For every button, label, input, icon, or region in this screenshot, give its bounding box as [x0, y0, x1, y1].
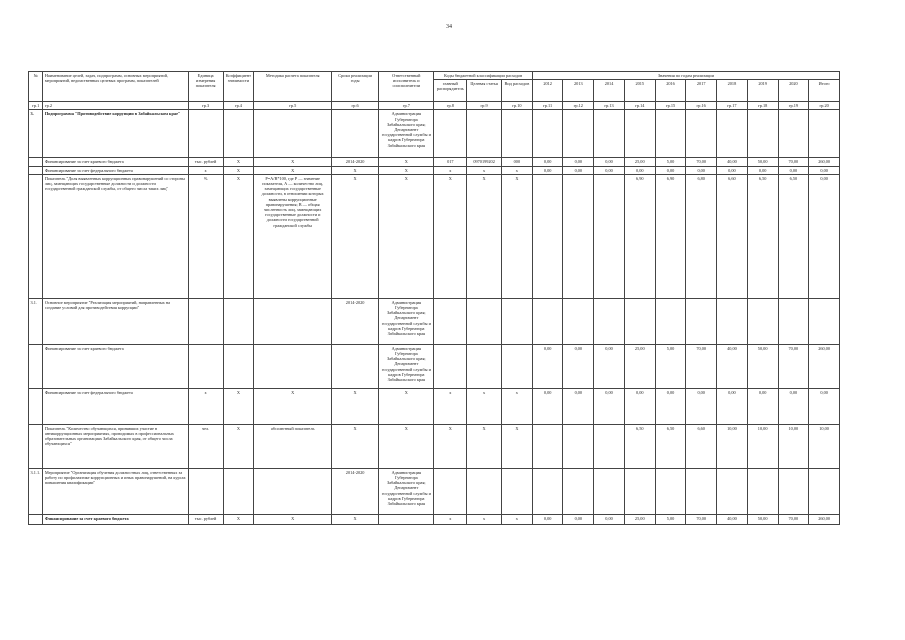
col-num: гр.9 [467, 102, 502, 110]
header-values: Значения по годам реализации [532, 72, 839, 80]
row-code: Х [434, 174, 467, 298]
value-cell: 10,00 [717, 424, 748, 468]
row-exec: Х [379, 424, 434, 468]
header-coef: Коэффициент значимости [223, 72, 254, 102]
row-method: абсолютный показатель [254, 424, 332, 468]
header-row [29, 72, 840, 80]
value-cell: 10,00 [809, 424, 840, 468]
col-num: гр.8 [434, 102, 467, 110]
row-exec: Х [379, 158, 434, 166]
row-exec: Х [379, 174, 434, 298]
value-cell: 260,00 [809, 344, 840, 388]
column-number-row [29, 102, 840, 110]
row-name: Основное мероприятие "Реализация мероприятий, направленных на создание условий для противодействия коррупции" [43, 298, 188, 344]
value-cell: 0,00 [747, 166, 778, 174]
row-method: Х [254, 166, 332, 174]
header-sub2: Целевая статья [467, 80, 502, 102]
header-method: Методика расчета показателя [254, 72, 332, 102]
row-years: 2014-2020 [332, 468, 379, 514]
row-code: Х [467, 174, 502, 298]
value-cell: 5,00 [655, 158, 686, 166]
value-cell: 0,00 [563, 388, 594, 424]
value-cell: 70,00 [778, 514, 809, 524]
header-unit: Единица измерения показателя [188, 72, 223, 102]
row-coef: Х [223, 514, 254, 524]
row-method: Х [254, 514, 332, 524]
year-cell: 2020 [778, 80, 809, 102]
value-cell [563, 174, 594, 298]
row-years: Х [332, 388, 379, 424]
year-cell: 2015 [624, 80, 655, 102]
row-code: х [434, 166, 467, 174]
value-cell: 0,00 [594, 158, 625, 166]
row-years: Х [332, 174, 379, 298]
value-cell: 40,00 [717, 344, 748, 388]
header-exec: Ответственный исполнитель и соисполнители [379, 72, 434, 102]
row-exec: Администрация Губернатора Забайкальского края; Департамент государственной службы и кадров Губернатора Забайкальского края [379, 468, 434, 514]
row-coef: Х [223, 424, 254, 468]
col-num: гр.5 [254, 102, 332, 110]
program-table [28, 71, 840, 525]
value-cell: 10,00 [778, 424, 809, 468]
year-cell: 2014 [594, 80, 625, 102]
col-num: гр.1 [29, 102, 43, 110]
value-cell [594, 174, 625, 298]
value-cell: 0,00 [809, 388, 840, 424]
value-cell: 0,00 [778, 166, 809, 174]
indicator-row [29, 424, 840, 468]
value-cell: 0,00 [655, 166, 686, 174]
value-cell: 0,00 [594, 166, 625, 174]
value-cell: 0,00 [717, 166, 748, 174]
value-cell: 50,00 [747, 344, 778, 388]
value-cell: 0,00 [532, 514, 563, 524]
value-cell: 0,00 [624, 388, 655, 424]
value-cell: 0,00 [563, 344, 594, 388]
value-cell: 6,50 [778, 174, 809, 298]
row-coef: Х [223, 174, 254, 298]
row-exec: Х [379, 388, 434, 424]
header-years: Сроки реализации годы [332, 72, 379, 102]
col-num: гр.14 [624, 102, 655, 110]
value-cell [532, 174, 563, 298]
value-cell: 0,00 [594, 344, 625, 388]
value-cell: 0,00 [655, 388, 686, 424]
value-cell: 50,00 [747, 514, 778, 524]
value-cell: 40,00 [717, 158, 748, 166]
value-cell: 0,00 [594, 514, 625, 524]
value-cell: 6,60 [686, 424, 717, 468]
value-cell: 70,00 [686, 158, 717, 166]
value-cell: 0,00 [532, 158, 563, 166]
row-method: Х [254, 388, 332, 424]
value-cell: 6,50 [624, 424, 655, 468]
row-name: Показатель "Количество обучающихся, принявших участие в антикоррупционных мероприятиях, проводимых в профессиональных образовательных организациях Забайкальского края, от общего числа обучающихся" [43, 424, 188, 468]
row-name: Финансирование за счет краевого бюджета [43, 158, 188, 166]
value-cell: 40,00 [717, 514, 748, 524]
col-num: гр.18 [747, 102, 778, 110]
row-code: х [434, 388, 467, 424]
row-code: Х [502, 424, 533, 468]
row-code: Х [434, 424, 467, 468]
row-code: 0970199202 [467, 158, 502, 166]
value-cell: 0,00 [778, 388, 809, 424]
row-unit: х [188, 166, 223, 174]
value-cell: 70,00 [686, 514, 717, 524]
row-years: Х [332, 514, 379, 524]
value-cell: 6,80 [686, 174, 717, 298]
row-unit: % [188, 174, 223, 298]
value-cell: 0,00 [532, 166, 563, 174]
value-cell: 0,00 [686, 388, 717, 424]
value-cell: 0,00 [809, 166, 840, 174]
row-num: 3.1.1. [29, 468, 43, 514]
row-code: х [467, 514, 502, 524]
value-cell: 0,00 [532, 344, 563, 388]
row-years: Х [332, 166, 379, 174]
row-coef: Х [223, 166, 254, 174]
col-num: гр.20 [809, 102, 840, 110]
finance-row [29, 344, 840, 388]
value-cell: 50,00 [747, 158, 778, 166]
value-cell [563, 424, 594, 468]
header-sub1: главный распорядитель [434, 80, 467, 102]
col-num: гр.17 [717, 102, 748, 110]
activity-row [29, 468, 840, 514]
row-unit: тыс. рублей [188, 514, 223, 524]
finance-row [29, 388, 840, 424]
col-num: гр.16 [686, 102, 717, 110]
year-cell: 2013 [563, 80, 594, 102]
row-method: Х [254, 158, 332, 166]
row-name: Финансирование за счет краевого бюджета [43, 514, 188, 524]
value-cell [532, 424, 563, 468]
row-name: Финансирование за счет федерального бюджета [43, 166, 188, 174]
value-cell: 0,00 [686, 166, 717, 174]
value-cell: 0,00 [594, 388, 625, 424]
value-cell: 70,00 [778, 344, 809, 388]
row-code: 017 [434, 158, 467, 166]
row-code: 000 [502, 158, 533, 166]
row-exec: Администрация Губернатора Забайкальского края; Департамент государственной службы и кадров Губернатора Забайкальского края [379, 344, 434, 388]
col-num: гр.6 [332, 102, 379, 110]
page-number: 34 [446, 24, 452, 30]
row-code: х [502, 514, 533, 524]
value-cell: 6,50 [747, 174, 778, 298]
value-cell: 0,00 [624, 166, 655, 174]
row-code: х [467, 388, 502, 424]
row-years: Х [332, 424, 379, 468]
row-exec: Х [379, 166, 434, 174]
row-name: Финансирование за счет федерального бюджета [43, 388, 188, 424]
row-num: 3. [29, 110, 43, 158]
value-cell: 0,00 [809, 174, 840, 298]
year-cell: 2019 [747, 80, 778, 102]
value-cell: 260,00 [809, 158, 840, 166]
year-cell: 2017 [686, 80, 717, 102]
finance-row [29, 166, 840, 174]
year-cell: 2018 [717, 80, 748, 102]
value-cell [594, 424, 625, 468]
row-coef: Х [223, 158, 254, 166]
col-num: гр.7 [379, 102, 434, 110]
value-cell: 0,00 [563, 158, 594, 166]
value-cell: 70,00 [686, 344, 717, 388]
row-exec: Администрация Губернатора Забайкальского края; Департамент государственной службы и кадров Губернатора Забайкальского края [379, 110, 434, 158]
finance-row [29, 514, 840, 524]
main-activity-row [29, 298, 840, 344]
value-cell: 260,00 [809, 514, 840, 524]
col-num: гр.15 [655, 102, 686, 110]
value-cell: 0,00 [717, 388, 748, 424]
year-cell: 2012 [532, 80, 563, 102]
year-cell: Итого [809, 80, 840, 102]
row-code: х [502, 388, 533, 424]
row-method: Р=А/В*100, где Р — значение показателя, А — количество лиц, замещающих государственные должности, в отношении которых выявлены коррупционные правонарушения; В — общая численность лиц, замещающих государственные должности и должности государственной гражданской службы [254, 174, 332, 298]
row-name: Финансирование за счет краевого бюджета [43, 344, 188, 388]
value-cell: 6,60 [717, 174, 748, 298]
value-cell: 5,00 [655, 344, 686, 388]
row-code: х [434, 514, 467, 524]
value-cell: 5,00 [655, 514, 686, 524]
col-num: гр.12 [563, 102, 594, 110]
row-name: Мероприятие "Организация обучения должностных лиц, ответственных за работу по профилактике коррупционных и иных правонарушений, на курсах повышения квалификации" [43, 468, 188, 514]
value-cell: 25,00 [624, 158, 655, 166]
header-codes: Коды бюджетной классификации расходов [434, 72, 532, 80]
row-code: х [467, 166, 502, 174]
value-cell: 25,00 [624, 344, 655, 388]
value-cell: 6,50 [655, 424, 686, 468]
header-sub3: Вид расходов [502, 80, 533, 102]
row-code: х [502, 166, 533, 174]
value-cell: 6,90 [655, 174, 686, 298]
header-name: Наименование целей, задач, подпрограмм, основных мероприятий, мероприятий, ведомственных целевых программ, показателей [43, 72, 188, 102]
value-cell: 0,00 [563, 514, 594, 524]
value-cell: 0,00 [747, 388, 778, 424]
value-cell: 10,00 [747, 424, 778, 468]
col-num: гр.2 [43, 102, 188, 110]
row-name: Показатель "Доля выявленных коррупционных правонарушений со стороны лиц, замещающих государственные должности и должности государственной гражданской службы, от общего числа таких лиц" [43, 174, 188, 298]
row-years: 2014-2020 [332, 158, 379, 166]
finance-row [29, 158, 840, 166]
row-unit: чел. [188, 424, 223, 468]
col-num: гр.10 [502, 102, 533, 110]
header-num: № [29, 72, 43, 102]
row-name: Подпрограмма "Противодействие коррупции в Забайкальском крае" [43, 110, 188, 158]
value-cell: 25,00 [624, 514, 655, 524]
col-num: гр.3 [188, 102, 223, 110]
col-num: гр.4 [223, 102, 254, 110]
indicator-row [29, 174, 840, 298]
row-years: 2014-2020 [332, 298, 379, 344]
value-cell: 0,00 [563, 166, 594, 174]
row-exec: Администрация Губернатора Забайкальского края; Департамент государственной службы и кадров Губернатора Забайкальского края [379, 298, 434, 344]
row-coef: Х [223, 388, 254, 424]
col-num: гр.19 [778, 102, 809, 110]
col-num: гр.11 [532, 102, 563, 110]
value-cell: 0,00 [532, 388, 563, 424]
row-code: Х [502, 174, 533, 298]
row-unit: х [188, 388, 223, 424]
value-cell: 70,00 [778, 158, 809, 166]
col-num: гр.13 [594, 102, 625, 110]
value-cell: 6,90 [624, 174, 655, 298]
year-cell: 2016 [655, 80, 686, 102]
row-num: 3.1. [29, 298, 43, 344]
row-unit: тыс. рублей [188, 158, 223, 166]
subprogram-row [29, 110, 840, 158]
row-code: Х [467, 424, 502, 468]
